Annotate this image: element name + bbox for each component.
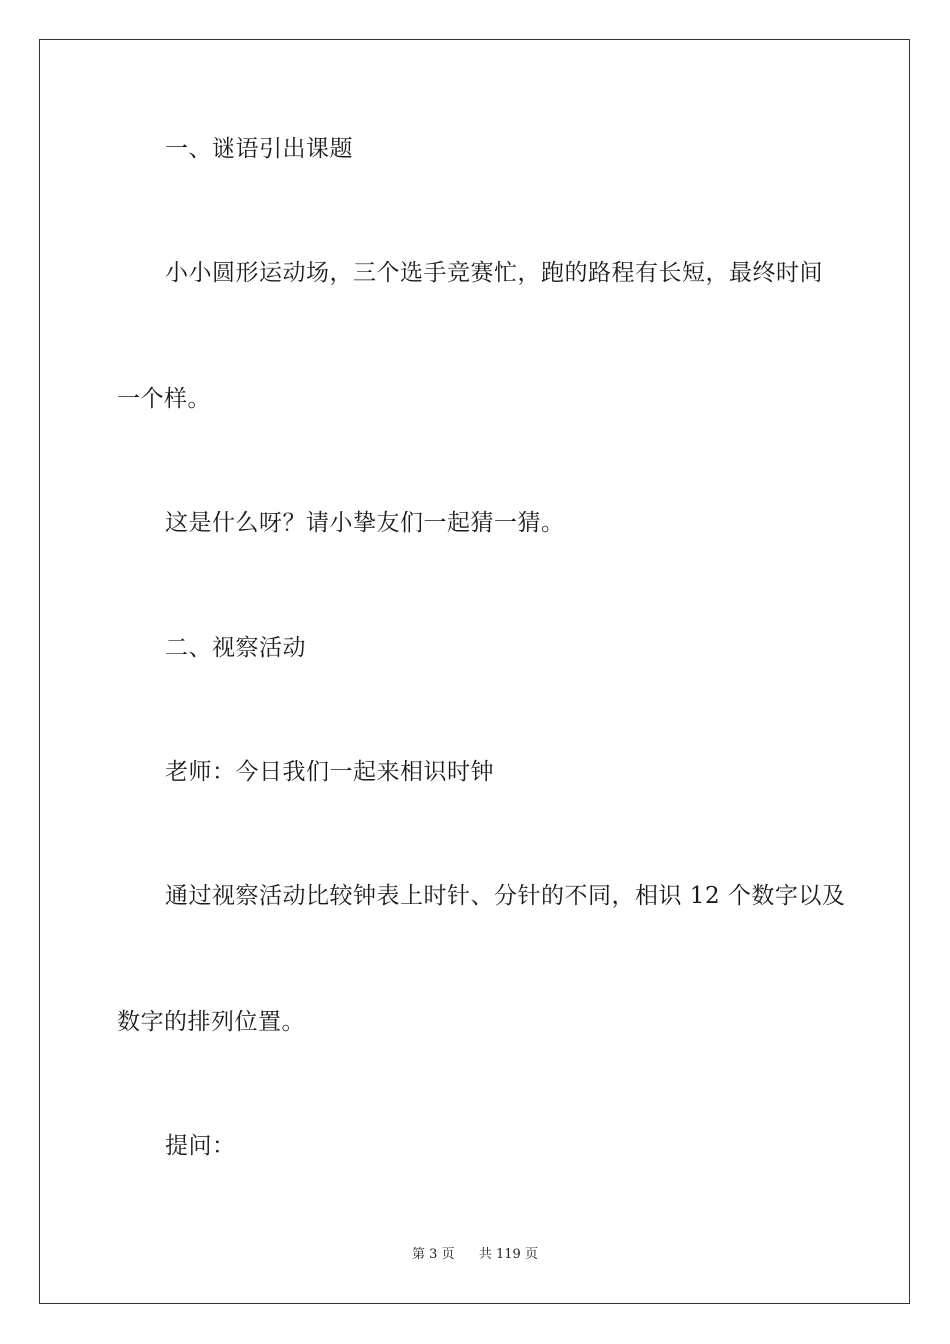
observation-line-1: 通过视察活动比较钟表上时针、分针的不同，相识 12 个数字以及 (165, 883, 846, 909)
question-label: 提问： (165, 1133, 236, 1159)
observation-line-2: 数字的排列位置。 (117, 1009, 305, 1035)
riddle-question: 这是什么呀？请小挚友们一起猜一猜。 (165, 510, 565, 536)
heading-observation: 二、视察活动 (165, 635, 306, 661)
current-page-number: 第 3 页 (412, 1247, 455, 1262)
page-border (39, 39, 910, 1304)
riddle-line-1: 小小圆形运动场，三个选手竞赛忙，跑的路程有长短，最终时间 (165, 260, 823, 286)
riddle-line-2: 一个样。 (117, 386, 211, 412)
heading-riddle: 一、谜语引出课题 (165, 136, 353, 162)
total-pages: 共 119 页 (478, 1247, 538, 1262)
page-footer (0, 1246, 950, 1264)
teacher-line: 老师：今日我们一起来相识时钟 (165, 759, 494, 785)
